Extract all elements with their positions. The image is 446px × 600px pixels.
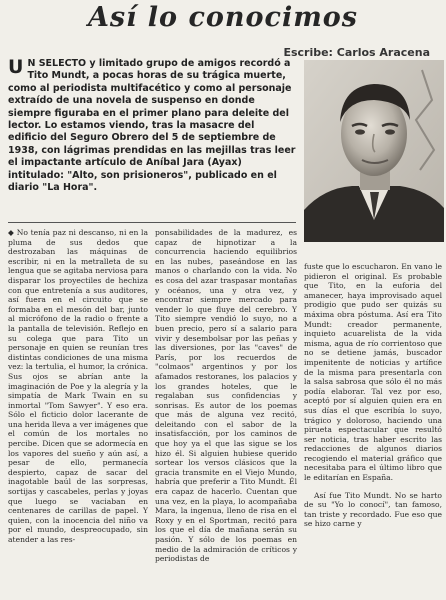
article-lede [8,58,296,214]
article-column-2: ponsabilidades de la madurez, es capaz de hipnotizar a la concurrencia haciendo equilibrios en las nubes, paseándose en las manos o charlando con la vida. No es cosa del azar traspasar montañas y océanos, una y otra vez, y encontrar siempre mercado para vender lo que fluye del cerebro. Y Tito siempre vendió lo suyo, no a buen precio, pero sí a salario para vivir y desembolsar por las peñas y las diversiones, por las "caves" de París, por los recuerdos de "colmaos" argentinos y por los afamados restoranes, los palacios y los grandes hoteles, que le regalaban sus confidencias y sonrisas. Es autor de los poemas que más de alguna vez recitó, deleitando con el sabor de la insatisfacción, por los caminos de que hoy ya el que las sigue se los hizo él. Si alguien hubiese querido sortear los versos clásicos que la gracia transmite en el Viejo Mundo, habría que preferir a Tito Mundt. Él era capaz de hacerlo. Cuentan que una vez, en la playa, lo acompañaba Mara, la ingenua, lleno de risa en el Roxy y en el Sportman, recitó para los que el día de mañana serán su pasión. Y sólo de los poemas en medio de la admiración de críticos y periodistas de [155,228,297,564]
article-title: Así lo conocimos [87,2,359,33]
article-byline: Escribe: Carlos Aracena [283,46,430,59]
lede-text: N SELECTO y limitado grupo de amigos recordó a Tito Mundt, a pocas horas de su trágica muerte, como al periodista multifacético y como al personaje extraído de una novela de suspenso en donde siempre figuraba en el primer plano para deleite del lector. Lo estamos viendo, tras la masacre del edificio del Seguro Obrero del 5 de septiembre de 1938, con lágrimas prendidas en las mejillas tras leer el impactante artículo de Aníbal Jara (Ayax) intitulado: "Alto, son prisioneros", publicado en el diario "La Hora". [8,58,296,194]
article-column-1: ◆ No tenía paz ni descanso, ni en la pluma de sus dedos que destrozaban las máquinas de escribir, ni en la metralleta de su lengua que se agitaba nerviosa para disparar los proyectiles de hechiza con que entretenía a sus auditores, así fuera en el circuito que se formaba en el mesón del bar, junto al micrófono de la radio o frente a la pantalla de televisión. Reflejo en su colega que para Tito un personaje en quien se reunían tres distintas condiciones de una misma vez: la tertulia, el humor, la crónica. Sus ojos se abrían ante la imaginación de Poe y la alegría y la simpatía de Mark Twain en su inmortal "Tom Sawyer". Y eso era. Sólo el ficticio dolor lacerante de una herida lleva a ver imágenes que el común de los mortales no percibe. Dicen que se adormecía en los vapores del sueño y aún así, a pesar de ello, permanecía despierto, capaz de sacar del inagotable baúl de las sorpresas, sortijas y cascabeles, perlas y joyas que luego se vaciaban en centenares de carillas de papel. Y quien, con la inocencia del niño va por el mundo, despreocupado, sin atender a las res- [8,228,148,544]
portrait-photo [304,60,444,242]
column-3-closing-paragraph: Así fue Tito Mundt. No se harto de su "Yo lo conocí", tan famoso, tan triste y recordado. Fue eso que se hizo carne y [304,490,442,529]
column-3-text: fuste que lo escucharon. En vano le pidieron el original. Es probable que Tito, en la euforia del amanecer, haya improvisado aquel prodigio que pudo ser quizás su máxima obra póstuma. Así era Tito Mundt: creador permanente, inquieto acuarelista de la vida misma, agua de río corrientoso que no se detiene jamás, buscador impenitente de noticias y artífice de la misma para presentarla con la salsa sabrosa que sólo él no más podía elaborar. Tal vez por eso, aceptó por sí alguien quien era en sus días el que escribía lo suyo, trágico y doloroso, haciendo una pirueta espectacular que resultó ser noticia, tras haber escrito las redacciones de algunos diarios recogiendo el material gráfico que necesitaba para el último libro que le editarían en España. [304,262,442,483]
lede-dropcap: U [8,58,24,78]
lede-divider [8,222,296,223]
article-column-3 [304,262,442,596]
